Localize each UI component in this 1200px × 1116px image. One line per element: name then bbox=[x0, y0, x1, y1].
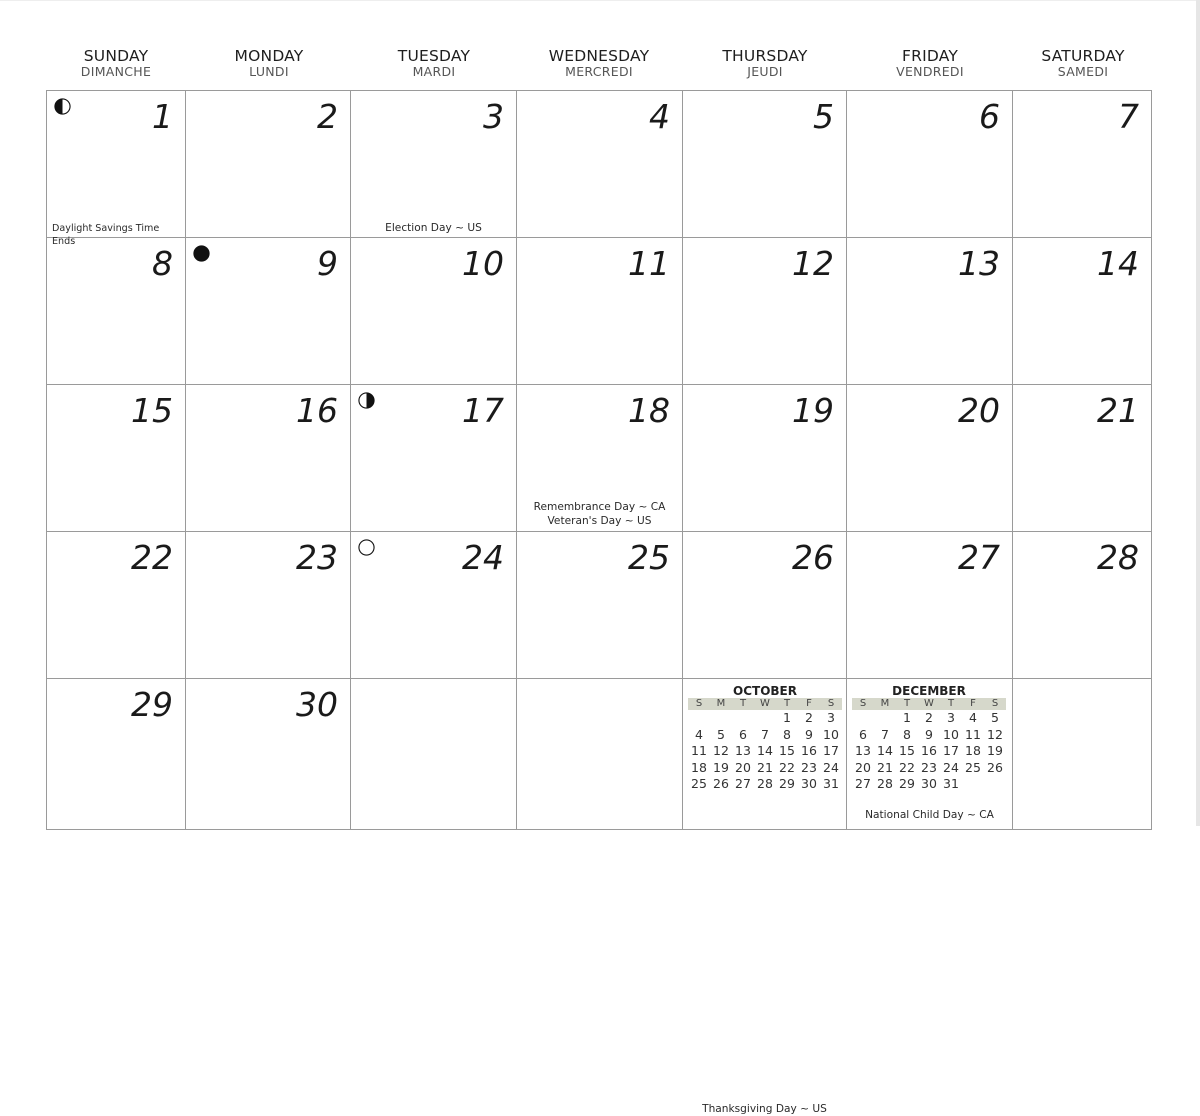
event-label: Election Day ~ US bbox=[385, 222, 482, 234]
mini-day bbox=[710, 710, 732, 727]
day-cell bbox=[847, 90, 1013, 238]
mini-day: 15 bbox=[779, 743, 795, 759]
mini-weekday-letter: W bbox=[924, 698, 934, 709]
weekday-saturday bbox=[1003, 47, 1163, 79]
mini-day: 14 bbox=[757, 743, 773, 759]
day-number: 23 bbox=[296, 538, 338, 577]
day-cell bbox=[1013, 532, 1152, 679]
day-number: 15 bbox=[131, 391, 173, 430]
mini-day: 28 bbox=[877, 776, 893, 792]
mini-calendar-days bbox=[852, 710, 1006, 793]
day-cell bbox=[1013, 90, 1152, 238]
day-number: 12 bbox=[792, 244, 834, 283]
mini-day: 19 bbox=[713, 759, 729, 775]
weekday-monday bbox=[189, 47, 349, 79]
mini-day bbox=[754, 710, 776, 727]
weekday-name-french: LUNDI bbox=[249, 64, 289, 79]
mini-day: 4 bbox=[969, 710, 977, 725]
mini-weekday-letter: S bbox=[859, 698, 867, 709]
mini-calendar-october bbox=[688, 685, 842, 793]
day-number: 25 bbox=[628, 538, 670, 577]
page-top-edge bbox=[0, 0, 1200, 1]
mini-weekday-letter: W bbox=[760, 698, 770, 709]
mini-day: 1 bbox=[783, 710, 791, 725]
day-number: 30 bbox=[296, 685, 338, 724]
mini-calendar-weekday-row bbox=[688, 698, 842, 710]
event-label: Veteran's Day ~ US bbox=[547, 515, 652, 527]
weekday-name-french: MERCREDI bbox=[565, 64, 633, 79]
day-cell bbox=[351, 385, 517, 532]
mini-day: 11 bbox=[965, 726, 981, 742]
day-number: 7 bbox=[1118, 97, 1139, 136]
mini-day: 3 bbox=[947, 710, 955, 725]
mini-day: 26 bbox=[987, 759, 1003, 775]
day-number: 24 bbox=[462, 538, 504, 577]
day-cell bbox=[683, 679, 847, 830]
moon-phase-first-quarter-icon bbox=[358, 392, 375, 409]
mini-day: 30 bbox=[921, 776, 937, 792]
mini-day: 26 bbox=[713, 776, 729, 792]
mini-weekday-letter: M bbox=[880, 698, 890, 709]
day-cell bbox=[517, 532, 683, 679]
event-label: Remembrance Day ~ CA bbox=[533, 501, 666, 513]
day-cell bbox=[46, 679, 186, 830]
day-cell bbox=[683, 238, 847, 385]
mini-day: 16 bbox=[801, 743, 817, 759]
mini-day: 12 bbox=[713, 743, 729, 759]
day-number: 2 bbox=[317, 97, 338, 136]
page-right-edge bbox=[1196, 0, 1200, 826]
mini-day: 2 bbox=[805, 710, 813, 725]
day-cell bbox=[46, 90, 186, 247]
weekday-thursday bbox=[685, 47, 845, 79]
mini-day: 31 bbox=[943, 776, 959, 792]
mini-day: 19 bbox=[987, 743, 1003, 759]
day-number: 18 bbox=[628, 391, 670, 430]
mini-weekday-letter: T bbox=[903, 698, 911, 709]
event-label: Daylight Savings Time Ends bbox=[52, 223, 160, 247]
day-cell bbox=[351, 532, 517, 679]
mini-day bbox=[962, 776, 984, 793]
day-cell bbox=[186, 532, 351, 679]
day-cell bbox=[517, 679, 683, 830]
mini-day: 10 bbox=[823, 726, 839, 742]
mini-day: 17 bbox=[823, 743, 839, 759]
mini-day: 23 bbox=[801, 759, 817, 775]
mini-day: 9 bbox=[805, 726, 813, 742]
mini-day: 27 bbox=[735, 776, 751, 792]
mini-day: 13 bbox=[735, 743, 751, 759]
day-cell bbox=[46, 532, 186, 679]
mini-day: 21 bbox=[877, 759, 893, 775]
weekday-name-french: VENDREDI bbox=[896, 64, 964, 79]
day-cell bbox=[186, 385, 351, 532]
mini-day: 9 bbox=[925, 726, 933, 742]
day-number: 16 bbox=[296, 391, 338, 430]
day-cell bbox=[847, 532, 1013, 679]
day-number: 8 bbox=[152, 244, 173, 283]
mini-day: 22 bbox=[779, 759, 795, 775]
day-number: 26 bbox=[792, 538, 834, 577]
mini-day bbox=[732, 710, 754, 727]
mini-day: 30 bbox=[801, 776, 817, 792]
day-number: 1 bbox=[152, 97, 173, 136]
mini-weekday-letter: M bbox=[716, 698, 726, 709]
day-cell bbox=[1013, 385, 1152, 532]
day-number: 19 bbox=[792, 391, 834, 430]
day-cell bbox=[517, 385, 683, 532]
mini-calendar-title: DECEMBER bbox=[892, 684, 966, 698]
mini-day: 21 bbox=[757, 759, 773, 775]
day-number: 14 bbox=[1097, 244, 1139, 283]
mini-day: 16 bbox=[921, 743, 937, 759]
day-number: 10 bbox=[462, 244, 504, 283]
mini-day: 15 bbox=[899, 743, 915, 759]
day-cell bbox=[683, 385, 847, 532]
mini-day: 18 bbox=[691, 759, 707, 775]
mini-day: 7 bbox=[881, 726, 889, 742]
day-cell bbox=[186, 679, 351, 830]
day-number: 3 bbox=[483, 97, 504, 136]
weekday-name-french: SAMEDI bbox=[1057, 64, 1109, 79]
calendar-grid bbox=[46, 90, 1152, 1115]
day-cell bbox=[847, 679, 1013, 830]
mini-day: 1 bbox=[903, 710, 911, 725]
weekday-name: THURSDAY bbox=[722, 47, 808, 65]
mini-calendar-december bbox=[852, 685, 1006, 793]
day-cell bbox=[46, 385, 186, 532]
day-cell bbox=[351, 679, 517, 830]
day-cell bbox=[351, 238, 517, 385]
mini-day: 14 bbox=[877, 743, 893, 759]
moon-phase-last-quarter-icon bbox=[54, 98, 71, 115]
mini-day: 22 bbox=[899, 759, 915, 775]
moon-phase-new-icon bbox=[193, 245, 210, 262]
mini-day bbox=[984, 776, 1006, 793]
weekday-name-french: DIMANCHE bbox=[80, 64, 152, 79]
weekday-wednesday bbox=[519, 47, 679, 79]
mini-day: 5 bbox=[717, 726, 725, 742]
weekday-name: MONDAY bbox=[234, 47, 304, 65]
weekday-friday bbox=[850, 47, 1010, 79]
mini-day: 25 bbox=[691, 776, 707, 792]
weekday-tuesday bbox=[354, 47, 514, 79]
day-number: 29 bbox=[131, 685, 173, 724]
mini-day: 5 bbox=[991, 710, 999, 725]
mini-day: 27 bbox=[855, 776, 871, 792]
mini-day: 2 bbox=[925, 710, 933, 725]
day-number: 5 bbox=[813, 97, 834, 136]
day-number: 17 bbox=[462, 391, 504, 430]
day-number: 4 bbox=[649, 97, 670, 136]
mini-day bbox=[874, 710, 896, 727]
mini-weekday-letter: T bbox=[783, 698, 791, 709]
day-number: 27 bbox=[958, 538, 1000, 577]
weekday-name: SUNDAY bbox=[83, 47, 149, 65]
mini-weekday-letter: S bbox=[827, 698, 835, 709]
day-cell bbox=[683, 90, 847, 238]
mini-day: 18 bbox=[965, 743, 981, 759]
day-cell bbox=[1013, 238, 1152, 385]
day-number: 6 bbox=[979, 97, 1000, 136]
day-cell bbox=[46, 238, 186, 385]
mini-day: 23 bbox=[921, 759, 937, 775]
weekday-name-french: JEUDI bbox=[747, 64, 783, 79]
moon-phase-full-icon bbox=[358, 539, 375, 556]
day-number: 22 bbox=[131, 538, 173, 577]
day-cell bbox=[517, 90, 683, 238]
mini-day: 6 bbox=[859, 726, 867, 742]
mini-weekday-letter: T bbox=[739, 698, 747, 709]
day-cell bbox=[847, 238, 1013, 385]
event-label: Thanksgiving Day ~ US bbox=[702, 1103, 827, 1115]
weekday-header bbox=[0, 47, 1200, 87]
mini-day: 20 bbox=[735, 759, 751, 775]
mini-day: 11 bbox=[691, 743, 707, 759]
mini-day: 17 bbox=[943, 743, 959, 759]
mini-day: 7 bbox=[761, 726, 769, 742]
mini-calendar-days bbox=[688, 710, 842, 793]
day-cell bbox=[351, 90, 517, 238]
mini-day: 28 bbox=[757, 776, 773, 792]
mini-day bbox=[852, 710, 874, 727]
mini-day: 8 bbox=[903, 726, 911, 742]
day-number: 11 bbox=[628, 244, 670, 283]
mini-weekday-letter: S bbox=[991, 698, 999, 709]
mini-calendar-title: OCTOBER bbox=[733, 684, 797, 698]
mini-weekday-letter: T bbox=[947, 698, 955, 709]
weekday-name-french: MARDI bbox=[412, 64, 456, 79]
day-cell bbox=[186, 90, 351, 238]
weekday-sunday bbox=[36, 47, 196, 79]
day-number: 20 bbox=[958, 391, 1000, 430]
mini-day: 31 bbox=[823, 776, 839, 792]
mini-weekday-letter: F bbox=[970, 698, 976, 709]
mini-day: 24 bbox=[943, 759, 959, 775]
event-label: National Child Day ~ CA bbox=[865, 809, 994, 821]
mini-day: 10 bbox=[943, 726, 959, 742]
weekday-name: WEDNESDAY bbox=[548, 47, 650, 65]
weekday-name: TUESDAY bbox=[397, 47, 471, 65]
mini-day: 29 bbox=[899, 776, 915, 792]
day-number: 21 bbox=[1097, 391, 1139, 430]
mini-day: 20 bbox=[855, 759, 871, 775]
mini-day: 24 bbox=[823, 759, 839, 775]
mini-day: 4 bbox=[695, 726, 703, 742]
day-cell bbox=[186, 238, 351, 385]
mini-weekday-letter: S bbox=[695, 698, 703, 709]
weekday-name: SATURDAY bbox=[1041, 47, 1125, 65]
mini-day: 13 bbox=[855, 743, 871, 759]
mini-day: 6 bbox=[739, 726, 747, 742]
mini-day: 8 bbox=[783, 726, 791, 742]
mini-calendar-weekday-row bbox=[852, 698, 1006, 710]
mini-day: 29 bbox=[779, 776, 795, 792]
mini-weekday-letter: F bbox=[806, 698, 812, 709]
mini-day: 25 bbox=[965, 759, 981, 775]
day-number: 9 bbox=[317, 244, 338, 283]
mini-day: 3 bbox=[827, 710, 835, 725]
mini-day: 12 bbox=[987, 726, 1003, 742]
day-number: 28 bbox=[1097, 538, 1139, 577]
mini-day bbox=[688, 710, 710, 727]
weekday-name: FRIDAY bbox=[902, 47, 958, 65]
day-number: 13 bbox=[958, 244, 1000, 283]
day-cell bbox=[1013, 679, 1152, 830]
